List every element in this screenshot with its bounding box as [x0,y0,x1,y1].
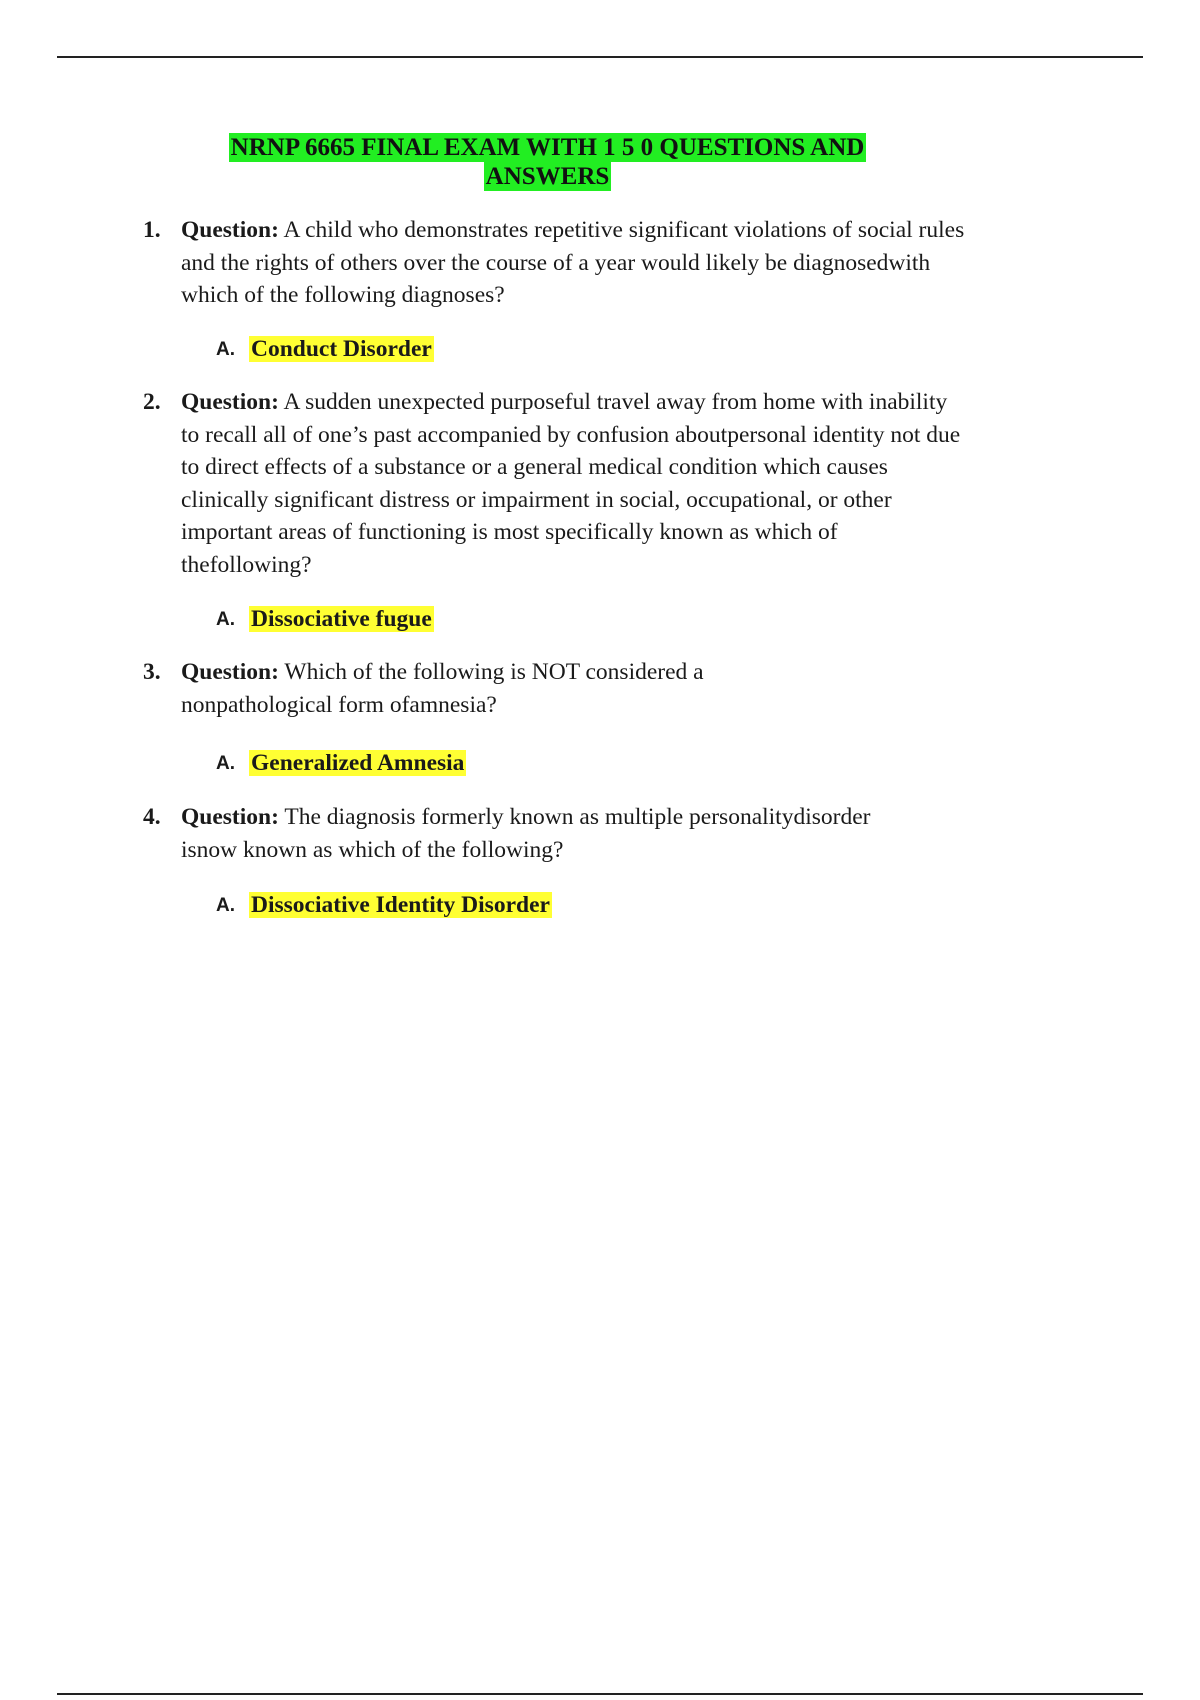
answer-item [216,604,434,635]
question-line: important areas of functioning is most specifically known as which of [181,519,838,545]
top-divider [57,56,1143,58]
document-title [150,133,945,191]
question-item [143,386,1093,581]
question-line: clinically significant distress or impairment in social, occupational, or other [181,486,892,513]
question-line [181,386,1093,419]
answer-text: Dissociative fugue [251,606,432,632]
question-line [181,801,1093,834]
title-line-1: NRNP 6665 FINAL EXAM WITH 1 5 0 QUESTIONS AND [230,134,865,161]
question-label: Question: [181,217,279,243]
question-line: which of the following diagnoses? [181,282,505,308]
question-line: to recall all of one’s past accompanied by confusion aboutpersonal identity not due [181,421,961,448]
title-line-2: ANSWERS [485,163,610,190]
answer-letter: A. [216,895,235,916]
question-number: 2. [143,389,161,415]
question-number: 3. [143,659,161,685]
question-label: Question: [181,389,279,415]
question-line: and the rights of others over the course of a year would likely be diagnosedwith [181,249,931,276]
question-line-text: Which of the following is NOT considered a [284,659,704,685]
question-line-text: A child who demonstrates repetitive significant violations of social rules [283,217,965,243]
answer-letter: A. [216,339,235,360]
question-line-text: A sudden unexpected purposeful travel away from home with inability [283,389,948,415]
question-item [143,801,1093,866]
question-line: thefollowing? [181,551,312,578]
question-line [181,656,1093,689]
answer-text: Dissociative Identity Disorder [251,892,550,918]
answer-item [216,334,434,365]
question-item [143,214,1093,312]
answer-item [216,890,552,921]
question-text [181,801,1093,866]
answer-letter: A. [216,753,235,774]
question-text [181,656,1093,721]
bottom-divider [57,1693,1143,1695]
question-text [181,214,1093,312]
question-line-text: The diagnosis formerly known as multiple personalitydisorder [284,804,871,830]
question-number: 4. [143,804,161,830]
question-item [143,656,1093,721]
question-line [181,214,1093,247]
answer-text: Conduct Disorder [251,336,432,362]
question-text [181,386,1093,581]
answer-text: Generalized Amnesia [251,750,465,776]
question-line: isnow known as which of the following? [181,836,564,863]
question-line: nonpathological form ofamnesia? [181,691,497,718]
question-line: to direct effects of a substance or a general medical condition which causes [181,454,888,480]
answer-letter: A. [216,609,235,630]
question-label: Question: [181,804,279,830]
question-number: 1. [143,217,161,243]
answer-item [216,748,466,779]
question-label: Question: [181,659,279,685]
